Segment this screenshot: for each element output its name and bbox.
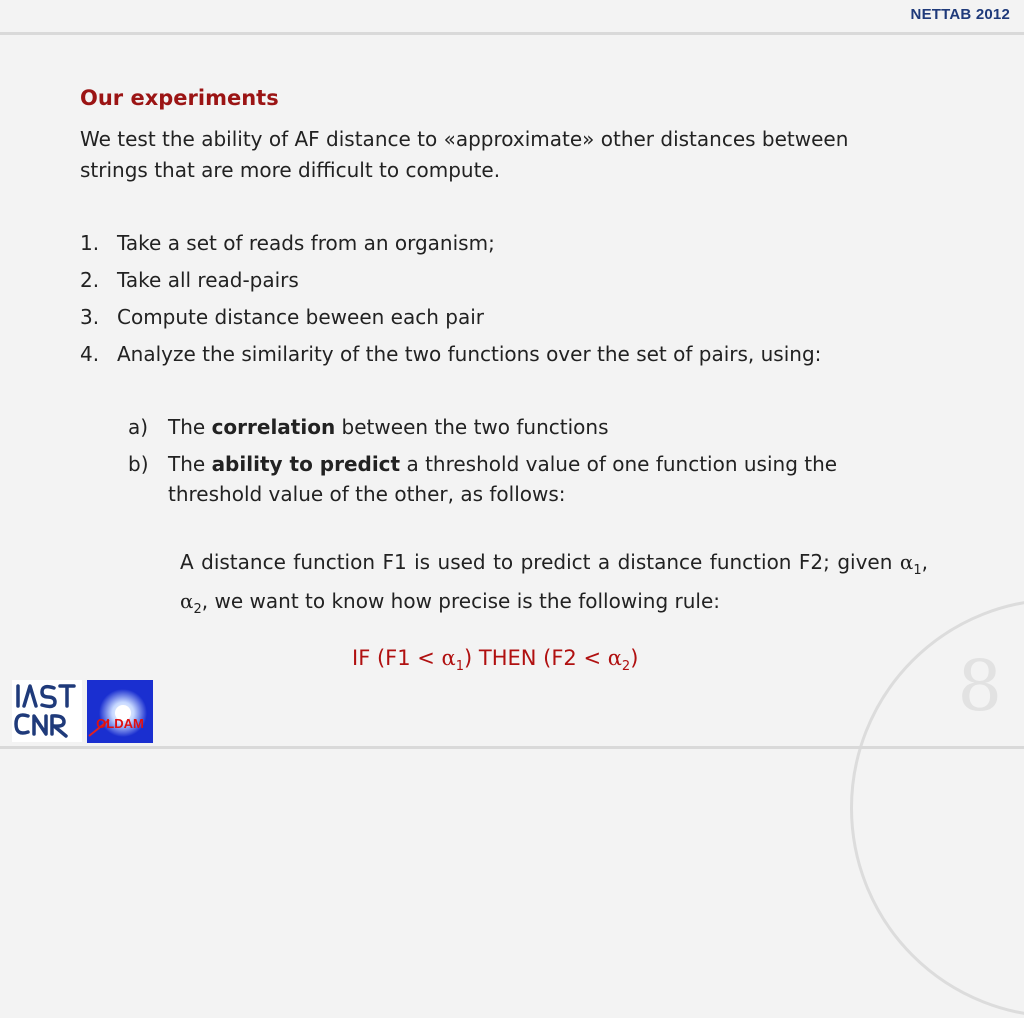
list-number: 4. xyxy=(80,342,100,366)
list-number: 1. xyxy=(80,231,100,255)
sub-letter: a) xyxy=(128,415,149,439)
list-item xyxy=(80,302,900,339)
sub-text xyxy=(168,449,868,509)
sub-letter: b) xyxy=(128,452,149,476)
list-number: 3. xyxy=(80,305,100,329)
alpha-subscript: 2 xyxy=(193,602,202,617)
sub-text-bold: correlation xyxy=(211,415,336,439)
header-title: NETTAB 2012 xyxy=(910,6,1010,23)
sub-text-post: between the two functions xyxy=(335,415,609,439)
sub-text-pre: The xyxy=(168,452,212,476)
list-item xyxy=(80,265,900,302)
list-item xyxy=(80,228,900,265)
iasi-cnr-logo xyxy=(12,680,82,742)
alpha-symbol: α xyxy=(607,646,622,670)
rule-text-part2: , we want to know how precise is the following rule: xyxy=(201,589,720,613)
header-divider xyxy=(0,32,1024,35)
sub-text-bold: ability to predict xyxy=(211,452,401,476)
sub-list xyxy=(128,412,868,516)
alpha-subscript: 2 xyxy=(621,659,631,675)
alpha-subscript: 1 xyxy=(455,659,464,675)
rule-description xyxy=(180,547,928,625)
svg-text:OLDAM: OLDAM xyxy=(96,716,144,731)
if-then-rule xyxy=(352,646,638,674)
footer-divider xyxy=(0,746,1024,749)
list-number: 2. xyxy=(80,268,100,292)
list-item xyxy=(80,339,900,376)
rule-part: ) THEN (F2 < xyxy=(464,646,608,670)
sub-text-pre: The xyxy=(168,415,212,439)
alpha-symbol: α xyxy=(899,550,914,574)
list-text: Take all read-pairs xyxy=(117,268,299,292)
sub-item-a xyxy=(128,412,868,442)
rule-text-part1: A distance function F1 is used to predict a distance function F2; given xyxy=(180,550,900,574)
alpha-symbol: α xyxy=(180,589,194,613)
slide-heading: Our experiments xyxy=(80,86,279,110)
oldam-logo xyxy=(87,680,153,743)
sub-text-post: a threshold value of one function using the threshold value of the other, as follows: xyxy=(168,452,838,506)
list-text: Compute distance beween each pair xyxy=(117,305,484,329)
sub-text xyxy=(168,412,609,442)
steps-list xyxy=(80,228,900,376)
list-text: Analyze the similarity of the two functions over the set of pairs, using: xyxy=(117,342,822,366)
rule-part: ) xyxy=(630,646,639,670)
list-text: Take a set of reads from an organism; xyxy=(117,231,495,255)
alpha-symbol: α xyxy=(441,646,456,670)
separator: , xyxy=(921,550,928,574)
page-number: 8 xyxy=(957,645,1002,727)
intro-paragraph: We test the ability of AF distance to «approximate» other distances between strings that are more difficult to compute. xyxy=(80,127,849,182)
sub-item-b xyxy=(128,449,868,509)
alpha-subscript: 1 xyxy=(913,563,922,578)
rule-part: IF (F1 < xyxy=(352,646,442,670)
